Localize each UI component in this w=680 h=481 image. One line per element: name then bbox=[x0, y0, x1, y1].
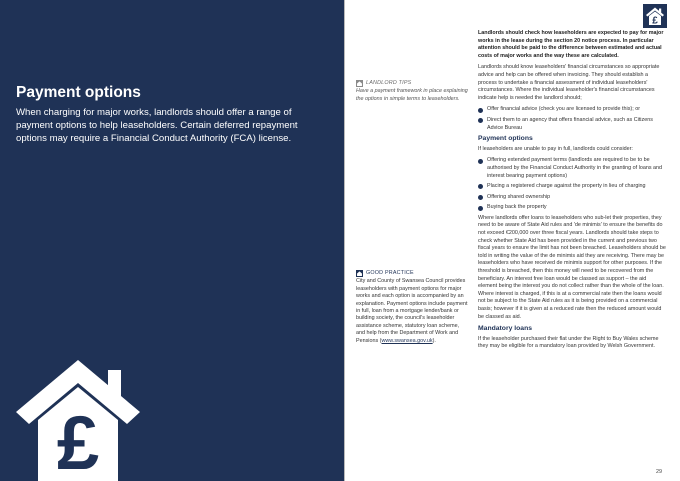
bullet-icon bbox=[478, 195, 483, 200]
landlord-tips-tag bbox=[356, 80, 468, 87]
small-house-icon bbox=[356, 80, 363, 87]
list-item bbox=[478, 204, 666, 212]
list-item-text: Direct them to an agency that offers financial advice, such as Citizens Advice Bureau bbox=[487, 116, 653, 131]
intro-bold: Landlords should check how leaseholders are expected to pay for major works in the lease during the section 20 notice process. In particular attention should be paid to the difference between estimated and actual costs of major works and the way these are calculated. bbox=[478, 30, 664, 59]
good-practice-end: ). bbox=[432, 337, 436, 344]
swansea-link[interactable]: www.swansea.gov.uk bbox=[381, 337, 433, 344]
svg-text:£: £ bbox=[56, 401, 100, 481]
good-practice-label: GOOD PRACTICE bbox=[366, 270, 414, 276]
main-column bbox=[478, 30, 666, 355]
landlord-tips-text: Have a payment framework in place explaining the options in simple terms to leaseholders. bbox=[356, 88, 468, 102]
bullet-icon bbox=[478, 206, 483, 211]
svg-text:£: £ bbox=[652, 15, 658, 27]
good-practice-tag bbox=[356, 270, 468, 277]
bullet-icon bbox=[478, 118, 483, 123]
landlord-tips-label: LANDLORD TIPS bbox=[366, 80, 412, 86]
panel-title: Payment options bbox=[16, 84, 141, 101]
paragraph-financial-circumstances: Landlords should know leaseholders' financial circumstances so appropriate advice and help can be offered when invoicing. They should establish a process to undertake a financial assessment of individual leaseholders' circumstances. Where the individual leaseholder's financial circumstances indicate help is needed the landlord should; bbox=[478, 64, 660, 101]
good-practice-text bbox=[356, 278, 468, 345]
small-house-icon bbox=[356, 270, 363, 277]
house-pound-icon bbox=[16, 356, 140, 481]
list-item-text: Buying back the property bbox=[487, 204, 547, 211]
landlord-tips bbox=[356, 80, 468, 103]
list-item-text: Offering shared ownership bbox=[487, 193, 551, 200]
bullet-icon bbox=[478, 159, 483, 164]
list-item-text: Offering extended payment terms (landlords are required to be to be authorised by the Financial Conduct Authority in the granting of loans and interest bearing payment options) bbox=[487, 157, 663, 179]
advice-list bbox=[478, 106, 666, 132]
list-item bbox=[478, 157, 666, 180]
list-item-text: Offer financial advice (check you are licensed to provide this); or bbox=[487, 106, 641, 113]
good-practice-body: City and County of Swansea Council provides leaseholders with payment options for major works and each option is accompanied by an explanation. Payment options include payment in full, loan from a mortgage lender/bank or building society, the council's leaseholder assistance scheme, statutory loan scheme, and help from the Department of Work and Pensions ( bbox=[356, 278, 468, 344]
list-item bbox=[478, 183, 666, 191]
list-item-text: Placing a registered charge against the property in lieu of charging bbox=[487, 183, 646, 190]
good-practice bbox=[356, 270, 468, 345]
payment-list bbox=[478, 157, 666, 212]
list-item bbox=[478, 117, 666, 132]
mandatory-loans-heading: Mandatory loans bbox=[478, 325, 533, 333]
bullet-icon bbox=[478, 184, 483, 189]
page-number: 29 bbox=[656, 469, 662, 475]
payment-options-intro: If leaseholders are unable to pay in full, landlords could consider: bbox=[478, 145, 633, 152]
list-item bbox=[478, 106, 666, 114]
house-pound-icon bbox=[643, 4, 667, 28]
list-item bbox=[478, 194, 666, 202]
bullet-icon bbox=[478, 108, 483, 113]
paragraph-state-aid: Where landlords offer loans to leaseholders who sub-let their properties, they need to be aware of State Aid rules and 'de minimis' to ensure the benefits do not exceed €200,000 over three fiscal years. Landlords should take steps to check whether State Aid has been provided in the current and previous two fiscal years to ensure the limit has not been breached. Leaseholders should be told in writing the value of the de minimis aid they are receiving. There may be leaseholders who have received de minimis support for other purposes. If the threshold is breached, then this money will need to be recovered from the beneficiary. An interest free loan would be classed as support – the aid element being the interest you do not collect rather than the whole of the loan. Where interest is charged, if this is at a commercial rate then the loans would not be subject to the State Aid rules as it is being provided on a commercial basis; however if it is given at a reduced rate then the reduced amount would be classed as aid. bbox=[478, 214, 666, 320]
mandatory-loans-text: If the leaseholder purchased their flat under the Right to Buy Wales scheme they may be eligible for a mandatory loan provided by Welsh Government. bbox=[478, 335, 659, 350]
page-divider bbox=[344, 0, 345, 481]
panel-intro: When charging for major works, landlords should offer a range of payment options to help leaseholders. Certain deferred repayment options may require a Financial Conduct Authority (FCA) license. bbox=[16, 107, 298, 145]
payment-options-heading: Payment options bbox=[478, 135, 533, 143]
